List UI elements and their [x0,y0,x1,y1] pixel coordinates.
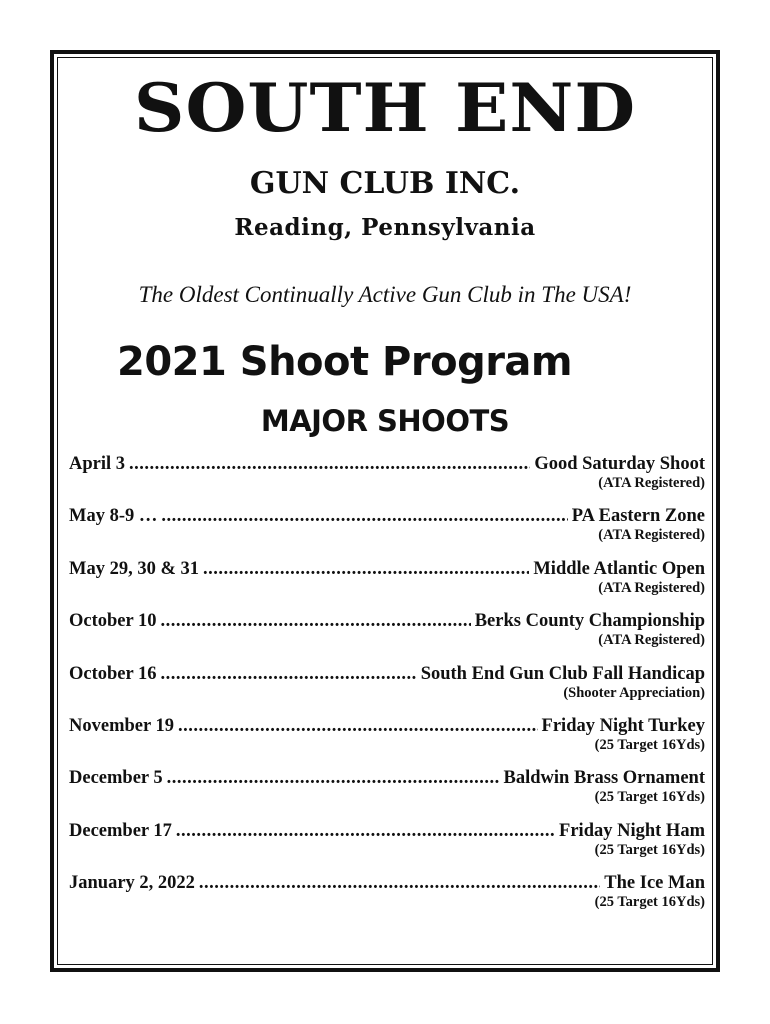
event-date: December 17 [69,820,172,841]
event-name: Good Saturday Shoot [534,454,705,474]
club-subtitle: GUN CLUB INC. [249,166,521,201]
dot-leader [129,452,530,476]
event-name: South End Gun Club Fall Handicap [420,663,705,684]
event-note: (ATA Registered) [598,579,705,596]
event-name: The Ice Man [604,873,705,894]
event-note: (25 Target 16Yds) [594,789,705,806]
dot-leader [167,766,500,790]
dot-leader [203,557,529,581]
club-tagline: The Oldest Continually Active Gun Club in The USA! [138,282,632,307]
program-title: 2021 Shoot Program [117,339,573,385]
event-note: (ATA Registered) [598,475,705,491]
dot-leader [161,662,417,686]
event-note: (ATA Registered) [598,632,705,649]
event-item [69,766,705,818]
event-name: Friday Night Turkey [541,715,705,736]
event-date: November 19 [69,715,174,736]
event-item [69,819,705,871]
event-date: April 3 [69,454,126,474]
event-note: (Shooter Appreciation) [563,684,705,701]
event-item [69,504,705,556]
event-note: (25 Target 16Yds) [594,736,705,753]
event-note: (25 Target 16Yds) [594,894,705,911]
event-name: PA Eastern Zone [571,506,705,527]
dot-leader [199,871,600,895]
event-name: Friday Night Ham [559,820,705,841]
event-note: (ATA Registered) [598,527,705,544]
event-date: May 8-9 … [69,506,158,527]
dot-leader [161,609,471,633]
dot-leader [178,714,538,738]
event-name: Middle Atlantic Open [533,558,705,579]
section-heading: MAJOR SHOOTS [260,404,510,438]
dot-leader [161,504,567,528]
club-title: SOUTH END [133,68,637,147]
shoot-schedule [69,452,705,924]
event-date: May 29, 30 & 31 [69,558,199,579]
event-date: January 2, 2022 [69,873,195,894]
event-item [69,662,705,714]
event-date: October 10 [69,611,157,632]
club-location: Reading, Pennsylvania [234,214,536,241]
event-name: Berks County Championship [474,611,705,632]
event-date: October 16 [69,663,157,684]
event-item [69,557,705,609]
event-date: December 5 [69,768,163,789]
event-name: Baldwin Brass Ornament [503,768,705,789]
event-item [69,871,705,923]
event-note: (25 Target 16Yds) [594,841,705,858]
event-item [69,452,705,504]
dot-leader [176,819,555,843]
event-item [69,609,705,661]
event-item [69,714,705,766]
